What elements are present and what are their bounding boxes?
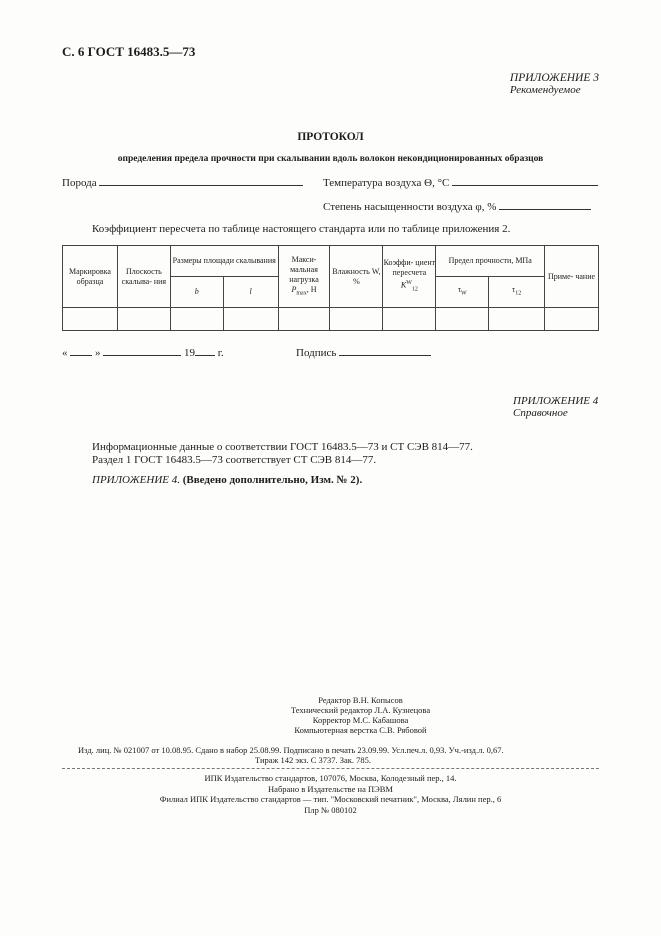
amendment-note-text: (Введено дополнительно, Изм. № 2). — [182, 474, 363, 486]
date-suffix: г. — [217, 347, 224, 359]
coefficient-sub: 12 — [411, 286, 418, 293]
header-notes: Приме- чание — [545, 246, 599, 308]
publisher-line-1: ИПК Издательство стандартов, 107076, Москва, Колодезный пер., 14. — [204, 773, 457, 783]
appendix-3-subtitle: Рекомендуемое — [509, 84, 581, 96]
air-saturation-field — [323, 200, 591, 213]
air-temp-blank — [452, 176, 598, 186]
credit-proofreader: Корректор М.С. Кабашова — [312, 715, 409, 725]
date-month-blank — [103, 346, 181, 356]
max-load-unit: , Н — [306, 284, 317, 294]
page-header: С. 6 ГОСТ 16483.5—73 — [62, 44, 196, 59]
publisher-line-2: Набрано в Издательстве на ПЭВМ — [268, 783, 393, 794]
air-temp-field — [323, 176, 598, 189]
signature-line — [296, 346, 431, 359]
date-quote-open: « — [62, 347, 68, 359]
appendix-4-label — [513, 395, 598, 419]
header-strength: Предел прочности, МПа — [436, 246, 545, 277]
date-day-blank — [70, 346, 92, 356]
info-line-1: Информационные данные о соответствии ГОСТ 16483.5—73 и СТ СЭВ 814—77. — [92, 441, 473, 453]
header-l: l — [223, 277, 278, 308]
header-coefficient — [383, 246, 436, 308]
tau-w-sub: W — [461, 290, 467, 297]
species-blank — [99, 176, 303, 186]
max-load-sub: max — [296, 290, 307, 297]
publisher-line-3: Филиал ИПК Издательство стандартов — тип. "Московский печатник", Москва, Лялин пер., 6 — [159, 794, 502, 804]
max-load-label: Макси- мальная нагрузка — [289, 254, 319, 284]
appendix-4-subtitle: Справочное — [513, 407, 568, 419]
appendix-4-title: ПРИЛОЖЕНИЕ 4 — [513, 395, 599, 407]
coefficient-sup: W — [406, 280, 412, 287]
header-dimensions: Размеры площади скалывания — [170, 246, 278, 277]
header-marking: Маркировка образца — [63, 246, 118, 308]
coefficient-note: Коэффициент пересчета по таблице настоящего стандарта или по таблице приложения 2. — [92, 223, 511, 235]
divider — [62, 768, 599, 769]
date-year-blank — [195, 346, 215, 356]
species-label: Порода — [62, 177, 97, 189]
publisher-line-4: Плр № 080102 — [304, 804, 357, 815]
tau-w-symbol: τ — [457, 285, 462, 295]
appendix-3-title: ПРИЛОЖЕНИЕ 3 — [509, 72, 599, 84]
tau-12-symbol: τ — [512, 285, 516, 295]
date-year: 19 — [184, 347, 195, 359]
header-max-load — [278, 246, 330, 308]
table-row — [63, 308, 599, 331]
appendix-3-label — [510, 72, 599, 96]
credit-tech-editor: Технический редактор Л.А. Кузнецова — [290, 705, 431, 715]
air-saturation-label: Степень насыщенности воздуха φ, % — [323, 201, 497, 213]
coefficient-symbol: K — [400, 281, 407, 291]
date-line — [62, 346, 224, 359]
header-tau-12 — [489, 277, 545, 308]
info-block — [92, 441, 473, 467]
signature-label: Подпись — [296, 347, 337, 359]
signature-blank — [339, 346, 431, 356]
protocol-subtitle: определения предела прочности при скалывании вдоль волокон некондиционированных образцов — [117, 154, 544, 164]
max-load-symbol: P — [291, 284, 297, 294]
header-moisture: Влажность W, % — [330, 246, 383, 308]
credit-layout: Компьютерная верстка С.В. Рябовой — [294, 725, 427, 735]
header-plane: Плоскость скалыва- ния — [117, 246, 170, 308]
publisher-block — [0, 773, 661, 815]
header-b: b — [170, 277, 223, 308]
info-line-2: Раздел 1 ГОСТ 16483.5—73 соответствует СТ СЭВ 814—77. — [92, 454, 377, 466]
credit-editor: Редактор В.Н. Копысов — [318, 695, 403, 705]
species-field — [62, 176, 303, 189]
air-temp-label: Температура воздуха Θ, °С — [323, 177, 450, 189]
imprint-line-1: Изд. лиц. № 021007 от 10.08.95. Сдано в набор 25.08.99. Подписано в печать 23.09.99. Усл.печ.л. 0,93. Уч.-изд.л. 0,67. — [78, 745, 504, 755]
amendment-note — [92, 474, 362, 486]
coefficient-label: Коэффи- циент пересчета — [383, 258, 436, 278]
amendment-note-label: ПРИЛОЖЕНИЕ 4. — [92, 474, 180, 486]
protocol-title: ПРОТОКОЛ — [297, 131, 364, 143]
credits-block — [0, 695, 661, 735]
protocol-table — [62, 245, 599, 331]
air-saturation-blank — [499, 200, 591, 210]
date-quote-close: » — [95, 347, 101, 359]
header-tau-w — [436, 277, 489, 308]
tau-12-sub: 12 — [515, 290, 522, 297]
imprint-line-2: Тираж 142 экз. С 3737. Зак. 785. — [255, 755, 372, 765]
